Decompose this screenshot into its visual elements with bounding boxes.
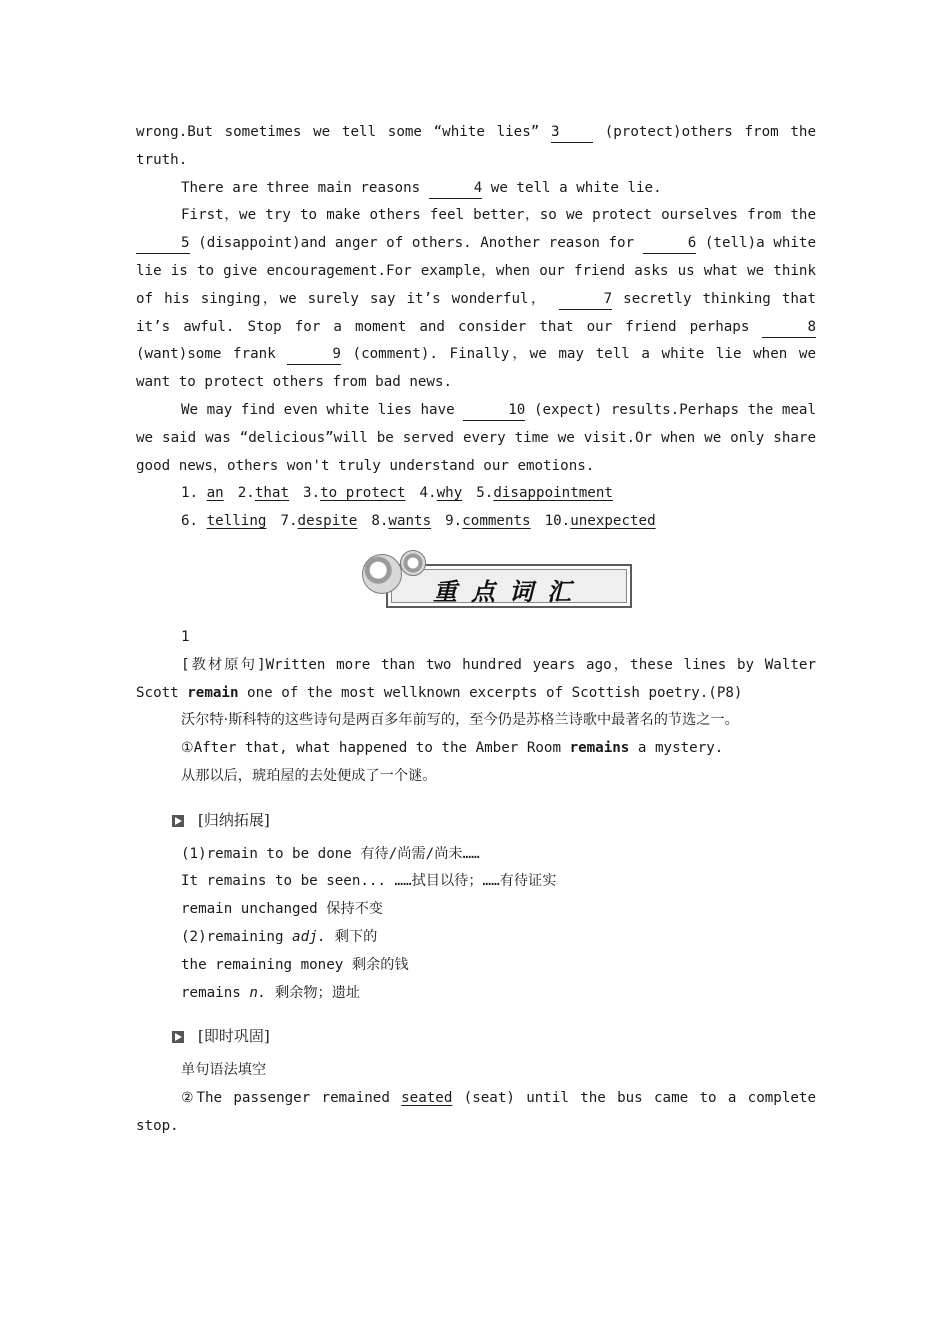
answer-row-1: [136, 480, 816, 508]
answer: unexpected: [570, 513, 656, 530]
answer: wants: [388, 513, 432, 530]
answer: that: [254, 485, 289, 502]
blank-5: 5: [136, 233, 190, 254]
passage-paragraph-3: [136, 202, 816, 397]
play-triangle-icon: [172, 815, 184, 827]
answer-number: 10.: [544, 513, 571, 530]
text: remains: [181, 984, 250, 1001]
keyword: remains: [569, 740, 630, 757]
blank-4: 4: [429, 178, 483, 199]
blank-6: 6: [643, 233, 697, 254]
text: ②The passenger remained: [181, 1089, 402, 1106]
text: (disappoint)and anger of others. Another reason for: [189, 235, 643, 252]
circle-decoration-icon: [362, 554, 402, 594]
expand-line-6: [136, 980, 816, 1008]
text: (seat) until the bus came to a complete stop.: [136, 1089, 816, 1134]
answer: comments: [462, 513, 531, 530]
answer: despite: [297, 513, 358, 530]
answer: why: [436, 485, 463, 502]
answer: to protect: [320, 485, 406, 502]
passage-paragraph-1: [136, 119, 816, 175]
blank-10: 10: [463, 400, 525, 421]
passage-paragraph-4: [136, 397, 816, 480]
keyword: remain: [187, 684, 239, 701]
answer-number: 9.: [445, 513, 463, 530]
text: There are three main reasons: [181, 179, 429, 196]
practice-question-2: [136, 1085, 816, 1141]
text: a mystery.: [629, 740, 724, 757]
practice-heading: [172, 1023, 816, 1051]
text: (comment). Finally，we may tell a white lie when we want to protect others from bad news.: [136, 346, 816, 391]
answer: telling: [206, 513, 267, 530]
text: secretly thinking that it’s awful. Stop for a moment and consider that our friend perhaps: [136, 290, 816, 335]
play-triangle-icon: [172, 1031, 184, 1043]
answer-number: 1.: [181, 485, 199, 502]
answer-number: 2.: [237, 485, 255, 502]
answer-number: 6.: [181, 513, 199, 530]
text: (want)some frank: [136, 346, 288, 363]
answer-number: 5.: [476, 485, 494, 502]
answer-row-2: [136, 508, 816, 536]
practice-title: 单句语法填空: [181, 1062, 267, 1079]
text: ①After that, what happened to the Amber Room: [181, 740, 570, 757]
textbook-translation: 沃尔特·斯科特的这些诗句是两百多年前写的，至今仍是苏格兰诗歌中最著名的节选之一。: [181, 712, 739, 729]
text: (2)remaining: [181, 928, 293, 945]
expand-line-2: It remains to be seen... ……拭目以待；……有待证实: [181, 873, 557, 890]
banner-title: 重点词汇: [433, 576, 585, 606]
text: wrong.But sometimes we tell some “white lies”: [136, 124, 551, 140]
expand-line-1: (1)remain to be done 有待/尚需/尚未……: [181, 845, 480, 862]
answer: disappointment: [493, 485, 613, 502]
textbook-sentence: [136, 652, 816, 708]
expand-heading-text: [归纳拓展]: [198, 810, 270, 829]
text: (expect) results.Perhaps the meal we said was “delicious”will be served every time we visit.Or when we only share good news，others won't truly understand our emotions.: [136, 401, 816, 474]
section-banner: [136, 542, 816, 624]
answer: an: [206, 485, 224, 502]
text: We may find even white lies have: [181, 401, 464, 418]
part-of-speech: n.: [249, 984, 267, 1001]
text: we tell a white lie.: [482, 179, 662, 196]
answer-number: 4.: [419, 485, 437, 502]
expand-line-5: the remaining money 剩余的钱: [181, 956, 409, 973]
answer-number: 3.: [303, 485, 321, 502]
blank-7: 7: [559, 289, 613, 310]
answer: seated: [401, 1089, 453, 1106]
text: (protect)others from the truth.: [136, 124, 816, 168]
example-1-translation: 从那以后，琥珀屋的去处便成了一个谜。: [181, 767, 437, 784]
expand-line-4: [136, 924, 816, 952]
example-1: [136, 735, 816, 763]
text: (tell)a white lie is to give encouragement.For example，when our friend asks us what we think of his singing，we surely say it’s wonderful，: [136, 235, 816, 307]
part-of-speech: adj.: [292, 928, 327, 945]
text: one of the most wellknown excerpts of Scottish poetry.(P8): [238, 684, 743, 701]
text: First，we try to make others feel better，so we protect ourselves from the: [181, 207, 816, 224]
small-circle-decoration-icon: [400, 550, 426, 576]
text: 剩余物；遗址: [266, 984, 361, 1001]
blank-3: 3: [551, 122, 593, 143]
answer-number: 7.: [280, 513, 298, 530]
page: [136, 119, 816, 1141]
text: [教材原句]Written more than two hundred years ago，these lines by Walter Scott: [136, 656, 816, 701]
answer-number: 8.: [371, 513, 389, 530]
expand-heading: [172, 807, 816, 835]
vocab-index: 1: [181, 628, 190, 645]
banner-graphic: [362, 550, 628, 614]
text: 剩下的: [326, 928, 378, 945]
practice-heading-text: [即时巩固]: [198, 1027, 270, 1046]
expand-line-3: remain unchanged 保持不变: [181, 901, 383, 918]
passage-paragraph-2: [136, 175, 816, 203]
blank-9: 9: [287, 344, 341, 365]
blank-8: 8: [762, 317, 816, 338]
